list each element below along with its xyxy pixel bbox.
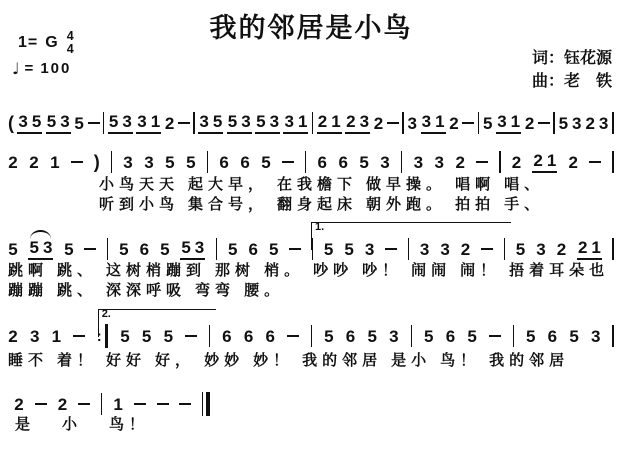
credits (532, 47, 612, 93)
duration-dash (481, 248, 493, 251)
key-letter: G (45, 33, 58, 51)
note-digit: 5 (515, 239, 526, 259)
notation-line-verse-2 (8, 221, 614, 262)
lyric-phrase: 我的邻居 (302, 352, 383, 369)
note-digit: 5 (558, 113, 569, 133)
note-digit: 6 (240, 152, 250, 172)
quarter-note-icon: ♩ (12, 59, 20, 78)
lyric-phrase: 睡不 (8, 352, 49, 369)
note-digit: 3 (572, 113, 582, 133)
note-digit: 2 (460, 239, 471, 259)
note-digit: 3 (241, 111, 251, 131)
lyric-phrase: 翻身起床 (277, 196, 358, 213)
tempo-marking (12, 59, 71, 78)
note-digit: 3 (413, 152, 424, 172)
key-prefix: 1= (18, 33, 39, 51)
note-digit: 1 (510, 111, 521, 131)
barline (107, 238, 109, 260)
notation-line-coda (14, 391, 210, 417)
note-digit: 2 (373, 113, 384, 133)
lyrics-row-verse3 (8, 352, 578, 370)
barline (612, 238, 614, 260)
note-digit: 3 (359, 111, 370, 131)
lyrics-row-verse2-b (8, 282, 293, 300)
barline (312, 238, 314, 260)
note-digit: 3 (144, 152, 154, 172)
barline (612, 112, 614, 134)
note-digit: 2 (164, 113, 175, 133)
beamed-notes (136, 113, 161, 134)
note-digit: 6 (139, 239, 150, 259)
barline (305, 151, 307, 173)
duration-dash (589, 161, 601, 164)
composer-credit (532, 70, 612, 93)
beamed-notes (108, 113, 133, 134)
beamed-notes (180, 239, 205, 260)
parenthesis: ( (8, 113, 14, 133)
beamed-notes (283, 113, 308, 134)
note-digit: 5 (359, 152, 369, 172)
barline (499, 151, 501, 173)
note-digit: 1 (546, 150, 557, 170)
note-digit: 2 (533, 150, 543, 170)
note-digit: 5 (256, 111, 266, 131)
lyric-phrase: 好好 (106, 352, 147, 369)
note-digit: 5 (261, 152, 271, 172)
note-digit: 1 (331, 111, 341, 131)
note-digit: 5 (424, 326, 434, 346)
lyric-phrase: 拍拍 (455, 196, 496, 213)
beamed-notes (317, 113, 342, 134)
note-digit: 2 (8, 152, 18, 172)
beamed-notes-tied (28, 239, 53, 260)
note-digit: 2 (57, 394, 68, 414)
note-digit: 6 (345, 326, 356, 346)
note-digit: 2 (8, 326, 18, 346)
note-digit: 3 (380, 152, 390, 172)
lyric-phrase: 跳、 (57, 282, 98, 299)
barline (111, 151, 113, 173)
lyric-phrase: 小鸟天天 (99, 176, 180, 193)
lyric-phrase: 吵吵 (313, 262, 354, 279)
lyric-phrase: 我的邻居 (489, 352, 570, 369)
note-digit: 5 (163, 326, 174, 346)
note-digit: 2 (14, 394, 24, 414)
lyric-phrase: 闹闹 (411, 262, 452, 279)
duration-dash (385, 248, 397, 251)
repeat-dots: : (96, 327, 102, 345)
note-digit: 2 (524, 113, 535, 133)
tempo-equals: = (24, 60, 36, 77)
time-signature-top: 4 (66, 29, 74, 43)
note-digit: 3 (18, 111, 28, 131)
duration-dash (282, 161, 294, 164)
time-signature-bottom: 4 (66, 41, 74, 56)
lyric-phrase: 跳、 (57, 262, 98, 279)
note-digit: 5 (344, 239, 354, 259)
note-digit: 1 (591, 237, 601, 257)
beamed-notes (255, 113, 280, 134)
note-digit: 6 (265, 326, 275, 346)
lyric-phrase: 弯弯 (195, 282, 236, 299)
lyric-phrase: 着！ (57, 352, 98, 369)
beamed-notes (345, 113, 370, 134)
note-digit: 5 (74, 113, 84, 133)
lyric-phrase: 这树梢蹦到 (106, 262, 207, 279)
note-digit: 3 (42, 237, 53, 257)
note-digit: 5 (8, 239, 18, 259)
barline (504, 238, 506, 260)
note-digit: 1 (50, 152, 60, 172)
note-digit: 5 (227, 239, 238, 259)
note-digit: 6 (547, 326, 558, 346)
parenthesis: ) (93, 152, 100, 172)
note-digit: 5 (367, 326, 377, 346)
barline (401, 151, 403, 173)
barline (408, 238, 410, 260)
note-digit: 5 (29, 237, 39, 257)
note-digit: 3 (284, 111, 294, 131)
barline (311, 325, 313, 347)
lyrics-row-verse1-a (99, 176, 553, 194)
lyric-phrase: 闹！ (460, 262, 501, 279)
barline (478, 112, 480, 134)
duration-dash (178, 122, 190, 125)
note-digit: 2 (29, 152, 39, 172)
note-digit: 3 (122, 111, 132, 131)
note-digit: 1 (113, 394, 123, 414)
final-barline (202, 392, 210, 416)
note-digit: 3 (419, 239, 430, 259)
key-signature (18, 30, 74, 56)
note-digit: 6 (338, 152, 348, 172)
barline (103, 112, 105, 134)
notation-line-verse-1 (8, 149, 614, 175)
barline (312, 112, 314, 134)
duration-dash (179, 403, 191, 406)
note-digit: 5 (46, 111, 57, 131)
note-digit: 5 (324, 326, 334, 346)
lyrics-row-coda (15, 416, 176, 434)
barline (612, 151, 614, 173)
note-digit: 5 (323, 239, 334, 259)
duration-dash (287, 335, 299, 338)
lyric-phrase: 捂着耳朵也 (509, 262, 610, 279)
note-digit: 5 (31, 111, 42, 131)
note-digit: 3 (364, 239, 375, 259)
duration-dash (489, 335, 501, 338)
lyric-phrase: 跳啊 (8, 262, 49, 279)
note-digit: 3 (194, 237, 205, 257)
notation-line-verse-3 (8, 308, 614, 349)
lyric-phrase: 集合号， (188, 196, 269, 213)
barline (411, 325, 413, 347)
note-digit: 2 (585, 113, 595, 133)
duration-dash (157, 403, 169, 406)
first-ending-bracket (311, 222, 511, 250)
lyric-phrase: 手、 (504, 196, 545, 213)
note-digit: 6 (317, 152, 327, 172)
lyric-phrase: 鸟！ (440, 352, 481, 369)
song-title: 我的邻居是小鸟 (209, 13, 413, 43)
beamed-notes (496, 113, 521, 134)
note-digit: 2 (511, 152, 522, 172)
barline (553, 112, 555, 134)
lyric-phrase: 妙妙 (204, 352, 245, 369)
lyrics-row-verse1-b (99, 196, 553, 214)
note-digit: 1 (435, 111, 445, 131)
note-digit: 5 (160, 239, 170, 259)
lyric-phrase: 梢。 (264, 262, 305, 279)
note-digit: 3 (440, 239, 450, 259)
lyric-phrase: 是 (15, 416, 36, 433)
thick-bar (105, 324, 109, 348)
thick-bar (206, 392, 210, 416)
note-digit: 2 (568, 152, 578, 172)
lyric-phrase: 吵！ (362, 262, 403, 279)
repeat-end-barline (97, 324, 109, 348)
barline (209, 325, 211, 347)
duration-dash (35, 403, 47, 406)
note-digit: 3 (421, 111, 432, 131)
note-digit: 5 (212, 111, 223, 131)
note-digit: 3 (199, 111, 209, 131)
note-digit: 3 (60, 111, 70, 131)
second-ending-bracket (98, 309, 216, 337)
note-digit: 3 (123, 152, 133, 172)
note-digit: 2 (556, 239, 567, 259)
note-digit: 3 (137, 111, 147, 131)
beamed-notes (577, 239, 602, 260)
thin-bar (202, 392, 204, 416)
beamed-notes (227, 113, 252, 134)
note-digit: 5 (268, 239, 279, 259)
lyricist-name: 钰花源 (563, 50, 612, 67)
note-digit: 3 (407, 113, 417, 133)
note-digit: 6 (243, 326, 254, 346)
note-digit: 5 (141, 326, 152, 346)
lyric-phrase: 鸟！ (109, 416, 150, 433)
duration-dash (476, 161, 488, 164)
barline (612, 325, 614, 347)
barline (101, 393, 103, 415)
note-digit: 3 (497, 111, 507, 131)
note-digit: 5 (119, 239, 129, 259)
barline (216, 238, 218, 260)
note-digit: 2 (317, 111, 328, 131)
beamed-notes (421, 113, 446, 134)
note-digit: 5 (120, 326, 130, 346)
lyric-phrase: 听到小鸟 (99, 196, 180, 213)
duration-dash (134, 403, 146, 406)
beamed-notes (532, 152, 557, 173)
barline (207, 151, 209, 173)
lyrics-row-verse2-a (8, 262, 618, 280)
note-digit: 5 (525, 326, 536, 346)
note-digit: 6 (222, 326, 232, 346)
note-digit: 6 (445, 326, 456, 346)
note-digit: 5 (467, 326, 477, 346)
lyric-phrase: 好， (155, 352, 196, 369)
note-digit: 5 (108, 111, 119, 131)
duration-dash (78, 403, 90, 406)
note-digit: 1 (150, 111, 161, 131)
lyric-phrase: 小 (62, 416, 83, 433)
note-digit: 1 (51, 326, 62, 346)
duration-dash (538, 122, 550, 125)
note-digit: 5 (165, 152, 175, 172)
note-digit: 2 (346, 111, 356, 131)
lyric-phrase: 妙！ (253, 352, 294, 369)
duration-dash (185, 335, 197, 338)
composer-name: 老 铁 (563, 73, 612, 90)
lyric-phrase: 蹦蹦 (8, 282, 49, 299)
barline (402, 112, 404, 134)
composer-label: 曲： (531, 73, 564, 90)
note-digit: 2 (449, 113, 459, 133)
lyric-phrase: 是小 (391, 352, 432, 369)
note-digit: 1 (297, 111, 308, 131)
note-digit: 6 (248, 239, 258, 259)
note-digit: 3 (434, 152, 445, 172)
duration-dash (88, 122, 100, 125)
lyricist-label: 词： (531, 50, 564, 67)
first-ending-label: 1. (315, 221, 325, 233)
duration-dash (84, 248, 96, 251)
note-digit: 2 (577, 237, 588, 257)
duration-dash (73, 335, 85, 338)
note-digit: 3 (269, 111, 280, 131)
lyricist-credit (532, 47, 612, 70)
lyric-phrase: 腰。 (244, 282, 285, 299)
note-digit: 5 (227, 111, 238, 131)
lyric-phrase: 唱啊 (455, 176, 496, 193)
note-digit: 5 (64, 239, 74, 259)
lyric-phrase: 朝外跑。 (366, 196, 447, 213)
second-ending-label: 2. (101, 308, 111, 320)
duration-dash (462, 122, 474, 125)
duration-dash (71, 161, 83, 164)
note-digit: 3 (591, 326, 601, 346)
tempo-value: 100 (40, 60, 72, 77)
lyric-phrase: 起大早， (188, 176, 269, 193)
barline (513, 325, 515, 347)
beamed-notes (17, 113, 42, 134)
beamed-notes (198, 113, 223, 134)
note-digit: 5 (181, 237, 191, 257)
lyric-phrase: 那树 (215, 262, 256, 279)
note-digit: 3 (598, 113, 609, 133)
beamed-notes (46, 113, 71, 134)
note-digit: 6 (219, 152, 229, 172)
note-digit: 5 (186, 152, 196, 172)
note-digit: 3 (389, 326, 399, 346)
duration-dash (387, 122, 399, 125)
lyric-phrase: 做早操。 (366, 176, 447, 193)
lyric-phrase: 深深呼吸 (106, 282, 187, 299)
note-digit: 2 (455, 152, 465, 172)
barline (193, 112, 195, 134)
lyric-phrase: 唱、 (504, 176, 545, 193)
duration-dash (289, 248, 301, 251)
note-digit: 3 (536, 239, 546, 259)
note-digit: 5 (569, 326, 579, 346)
time-signature (67, 30, 74, 56)
notation-line-intro (8, 110, 614, 136)
lyric-phrase: 在我檐下 (277, 176, 358, 193)
note-digit: 5 (483, 113, 493, 133)
note-digit: 3 (29, 326, 40, 346)
